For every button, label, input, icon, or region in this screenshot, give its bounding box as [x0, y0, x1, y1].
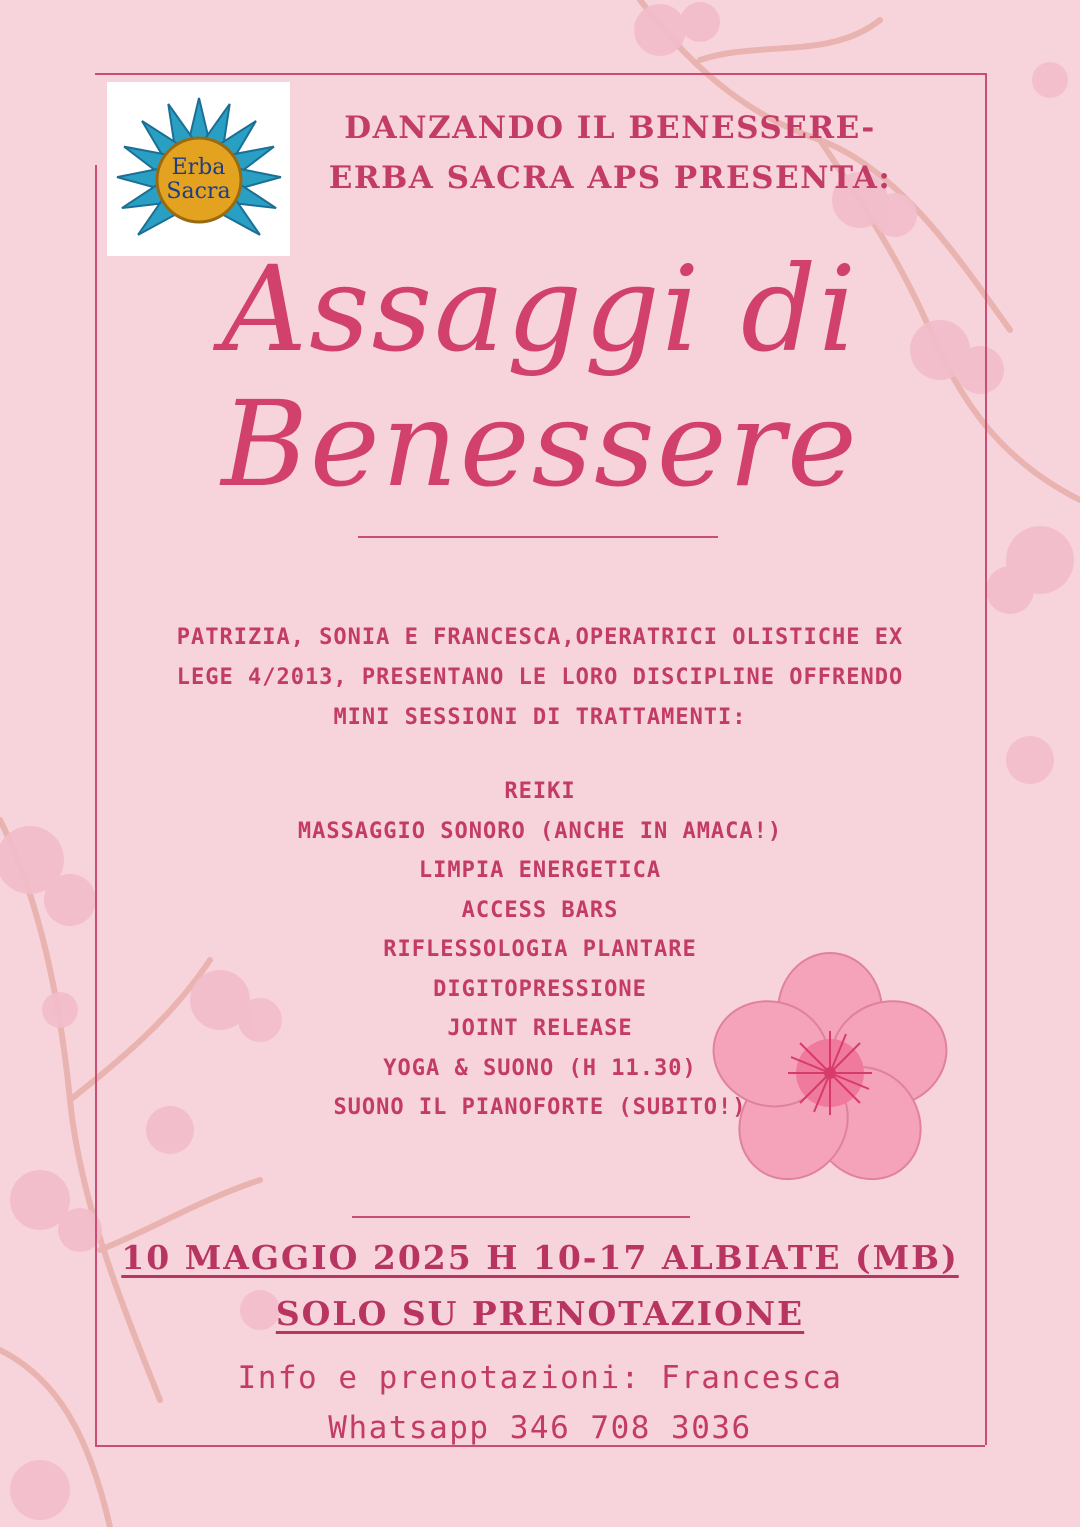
title-divider — [358, 536, 718, 538]
header-line-1: DANZANDO IL BENESSERE- — [344, 110, 876, 146]
intro-line-2: LEGE 4/2013, PRESENTANO LE LORO DISCIPLINE OFFRENDO — [176, 665, 904, 690]
service-item: RIFLESSOLOGIA PLANTARE — [383, 937, 697, 962]
service-item: LIMPIA ENERGETICA — [418, 858, 662, 883]
intro-line-3: MINI SESSIONI DI TRATTAMENTI: — [333, 705, 747, 730]
title-line-2: Benessere — [221, 375, 859, 513]
service-item: SUONO IL PIANOFORTE (SUBITO!) — [333, 1095, 747, 1120]
contact-info-line: Info e prenotazioni: Francesca — [237, 1360, 843, 1396]
service-item: MASSAGGIO SONORO (ANCHE IN AMACA!) — [297, 818, 783, 844]
intro-paragraph — [100, 618, 980, 738]
event-date-line: 10 MAGGIO 2025 H 10-17 ALBIATE (MB) — [121, 1238, 959, 1277]
intro-line-1: PATRIZIA, SONIA E FRANCESCA,OPERATRICI OLISTICHE EX — [176, 625, 904, 650]
title-line-1: Assaggi di — [221, 240, 859, 378]
frame-border-top — [95, 73, 985, 75]
header-line-2: ERBA SACRA APS PRESENTA: — [328, 160, 892, 196]
service-item: JOINT RELEASE — [447, 1016, 633, 1041]
contact-phone-line: Whatsapp 346 708 3036 — [328, 1410, 752, 1446]
service-item: REIKI — [504, 779, 576, 804]
logo-text-line1: Erba — [171, 155, 226, 180]
services-divider — [352, 1216, 690, 1218]
logo-text-line2: Sacra — [166, 179, 231, 204]
booking-line: SOLO SU PRENOTAZIONE — [275, 1294, 805, 1333]
services-list — [140, 772, 940, 1128]
erba-sacra-logo — [107, 82, 290, 256]
service-item: YOGA & SUONO (H 11.30) — [383, 1055, 697, 1081]
service-item: DIGITOPRESSIONE — [433, 976, 647, 1002]
service-item: ACCESS BARS — [461, 897, 619, 923]
